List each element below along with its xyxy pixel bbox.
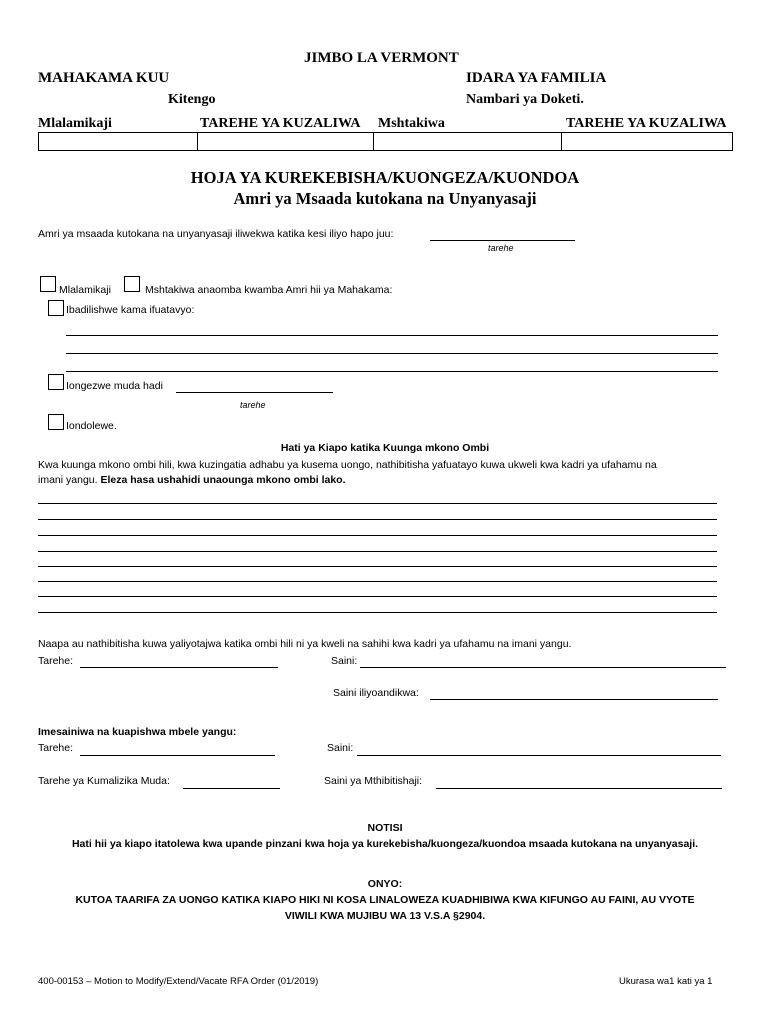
extend-checkbox[interactable] bbox=[48, 374, 64, 390]
plaintiff-label: Mlalamikaji bbox=[38, 116, 112, 131]
table-divider bbox=[373, 133, 374, 150]
signature-field[interactable] bbox=[360, 667, 726, 668]
affidavit-heading: Hati ya Kiapo katika Kuunga mkono Ombi bbox=[280, 442, 490, 454]
plaintiff-option-label: Mlalamikaji bbox=[59, 284, 111, 296]
affidavit-paragraph-end bbox=[38, 474, 346, 486]
notice-text: Hati hii ya kiapo itatolewa kwa upande pinzani kwa hoja ya kurekebisha/kuongeza/kuondoa msaada kutokana na unyanyasaji. bbox=[71, 838, 699, 850]
form-title: HOJA YA KUREKEBISHA/KUONGEZA/KUONDOA bbox=[190, 168, 580, 187]
defendant-request-text: Mshtakiwa anaomba kwamba Amri hii ya Mahakama: bbox=[145, 284, 393, 296]
modify-label: Ibadilishwe kama ifuatavyo: bbox=[66, 304, 195, 316]
modify-line[interactable] bbox=[66, 335, 718, 336]
defendant-dob-label: TAREHE YA KUZALIWA bbox=[566, 116, 727, 131]
notary-sign-field[interactable] bbox=[436, 788, 722, 789]
vacate-label: Iondolewe. bbox=[66, 420, 117, 432]
affidavit-instruction: Eleza hasa ushahidi unaounga mkono ombi lako. bbox=[100, 474, 346, 486]
docket-label: Nambari ya Doketi. bbox=[466, 92, 584, 107]
oath-statement: Naapa au nathibitisha kuwa yaliyotajwa katika ombi hili ni ya kweli na sahihi kwa kadri ya ufahamu na imani yangu. bbox=[38, 638, 572, 650]
warning-text-line2: VIWILI KWA MUJIBU WA 13 V.S.A §2904. bbox=[284, 910, 486, 922]
order-date-caption: tarehe bbox=[488, 243, 514, 253]
court-jurisdiction: JIMBO LA VERMONT bbox=[304, 50, 459, 66]
page-number: Ukurasa wa1 kati ya 1 bbox=[619, 976, 713, 987]
court-name: MAHAKAMA KUU bbox=[38, 70, 170, 86]
table-divider bbox=[197, 133, 198, 150]
notary-date-field[interactable] bbox=[80, 755, 275, 756]
notary-signature-field[interactable] bbox=[357, 755, 721, 756]
order-date-field[interactable] bbox=[430, 240, 575, 241]
extend-date-caption: tarehe bbox=[240, 400, 266, 410]
affidavit-line[interactable] bbox=[38, 566, 717, 567]
notary-date-label: Tarehe: bbox=[38, 742, 74, 754]
affidavit-line[interactable] bbox=[38, 503, 717, 504]
notice-heading: NOTISI bbox=[367, 822, 403, 834]
signature-label: Saini: bbox=[331, 655, 358, 667]
affidavit-line[interactable] bbox=[38, 519, 717, 520]
affidavit-line[interactable] bbox=[38, 535, 717, 536]
vacate-checkbox[interactable] bbox=[48, 414, 64, 430]
affidavit-paragraph-text: imani yangu. bbox=[38, 474, 98, 486]
commission-expiry-field[interactable] bbox=[183, 788, 280, 789]
defendant-label: Mshtakiwa bbox=[378, 116, 445, 131]
plaintiff-dob-label: TAREHE YA KUZALIWA bbox=[200, 116, 361, 131]
extend-date-field[interactable] bbox=[176, 392, 333, 393]
date-label: Tarehe: bbox=[38, 655, 74, 667]
date-field[interactable] bbox=[80, 667, 278, 668]
warning-heading: ONYO: bbox=[367, 878, 403, 890]
table-divider bbox=[561, 133, 562, 150]
order-issued-text: Amri ya msaada kutokana na unyanyasaji iliwekwa katika kesi iliyo hapo juu: bbox=[38, 228, 394, 240]
commission-expiry-label: Tarehe ya Kumalizika Muda: bbox=[38, 775, 170, 787]
notary-signature-label: Saini: bbox=[327, 742, 354, 754]
affidavit-line[interactable] bbox=[38, 612, 717, 613]
unit-label: Kitengo bbox=[168, 92, 216, 107]
form-identifier: 400-00153 – Motion to Modify/Extend/Vacate RFA Order (01/2019) bbox=[38, 976, 319, 987]
modify-line[interactable] bbox=[66, 353, 718, 354]
affidavit-paragraph: Kwa kuunga mkono ombi hili, kwa kuzingatia adhabu ya kusema uongo, nathibitisha yafuatayo kuwa ukweli kwa kadri ya ufahamu na bbox=[38, 459, 657, 471]
sworn-before-heading: Imesainiwa na kuapishwa mbele yangu: bbox=[38, 726, 237, 738]
party-info-table bbox=[38, 132, 733, 151]
notary-sign-label: Saini ya Mthibitishaji: bbox=[324, 775, 423, 787]
affidavit-line[interactable] bbox=[38, 551, 717, 552]
modify-line[interactable] bbox=[66, 371, 718, 372]
affidavit-line[interactable] bbox=[38, 596, 717, 597]
form-subtitle: Amri ya Msaada kutokana na Unyanyasaji bbox=[233, 189, 537, 208]
printed-signature-field[interactable] bbox=[430, 699, 718, 700]
court-division: IDARA YA FAMILIA bbox=[466, 70, 607, 86]
printed-signature-label: Saini iliyoandikwa: bbox=[333, 687, 419, 699]
plaintiff-checkbox[interactable] bbox=[40, 276, 56, 292]
affidavit-line[interactable] bbox=[38, 581, 717, 582]
warning-text: KUTOA TAARIFA ZA UONGO KATIKA KIAPO HIKI NI KOSA LINALOWEZA KUADHIBIWA KWA KIFUNGO AU FAINI, AU VYOTE bbox=[75, 894, 695, 906]
modify-checkbox[interactable] bbox=[48, 300, 64, 316]
defendant-checkbox[interactable] bbox=[124, 276, 140, 292]
extend-label: Iongezwe muda hadi bbox=[66, 380, 163, 392]
